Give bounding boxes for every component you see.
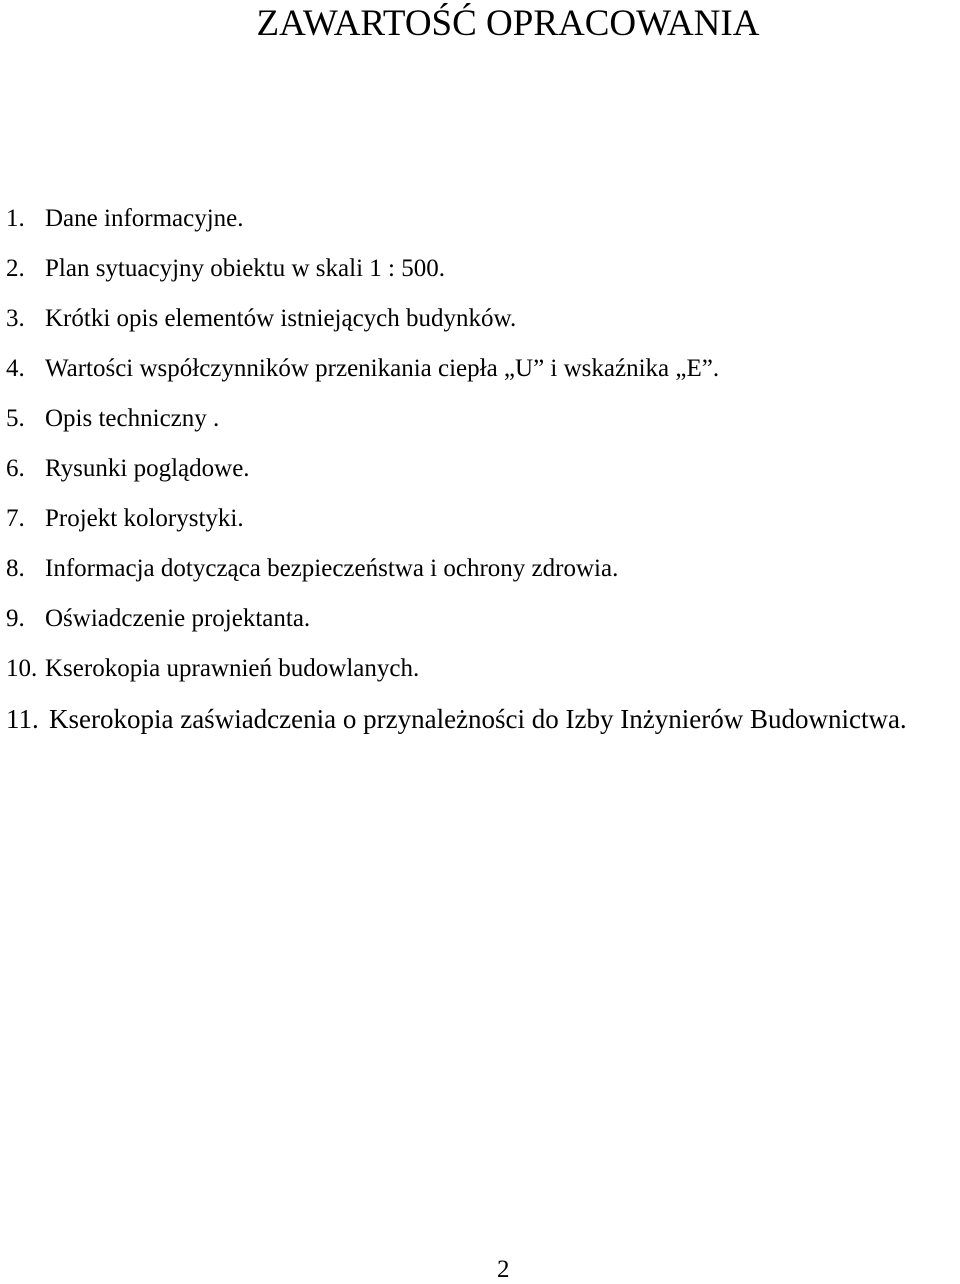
toc-item-text: Dane informacyjne. — [45, 205, 244, 232]
toc-item-text: Kserokopia uprawnień budowlanych. — [45, 655, 420, 682]
toc-item-number: 11. — [6, 704, 39, 734]
toc-item-number: 7. — [6, 505, 25, 532]
toc-item-text: Informacja dotycząca bezpieczeństwa i ochrony zdrowia. — [45, 555, 619, 582]
toc-item-1 — [6, 194, 907, 244]
toc-item-9 — [6, 594, 907, 644]
toc-item-number: 6. — [6, 455, 25, 482]
toc-item-text: Rysunki poglądowe. — [45, 455, 250, 482]
toc-item-6 — [6, 444, 907, 494]
toc-item-7 — [6, 494, 907, 544]
page-title: ZAWARTOŚĆ OPRACOWANIA — [256, 3, 760, 44]
toc-item-text: Projekt kolorystyki. — [45, 505, 244, 532]
toc-item-text: Oświadczenie projektanta. — [45, 605, 311, 632]
toc-item-4 — [6, 344, 907, 394]
toc-item-text: Kserokopia zaświadczenia o przynależności do Izby Inżynierów Budownictwa. — [49, 704, 907, 734]
toc-item-text: Plan sytuacyjny obiektu w skali 1 : 500. — [45, 255, 445, 282]
toc-item-number: 5. — [6, 405, 25, 432]
toc-item-10 — [6, 644, 907, 694]
toc-item-3 — [6, 294, 907, 344]
toc-item-text: Krótki opis elementów istniejących budynków. — [45, 305, 517, 332]
toc-item-text: Wartości współczynników przenikania ciepła „U” i wskaźnika „E”. — [45, 355, 720, 382]
toc-item-text: Opis techniczny . — [45, 405, 220, 432]
toc-item-2 — [6, 244, 907, 294]
toc-item-number: 1. — [6, 205, 25, 232]
toc-item-number: 3. — [6, 305, 25, 332]
toc-item-number: 9. — [6, 605, 25, 632]
toc-item-5 — [6, 394, 907, 444]
toc-item-11 — [6, 694, 907, 744]
toc-item-number: 10. — [6, 655, 38, 682]
toc-item-number: 4. — [6, 355, 25, 382]
table-of-contents — [6, 194, 907, 744]
toc-item-number: 2. — [6, 255, 25, 282]
page-number: 2 — [497, 1256, 510, 1283]
toc-item-number: 8. — [6, 555, 25, 582]
toc-item-8 — [6, 544, 907, 594]
